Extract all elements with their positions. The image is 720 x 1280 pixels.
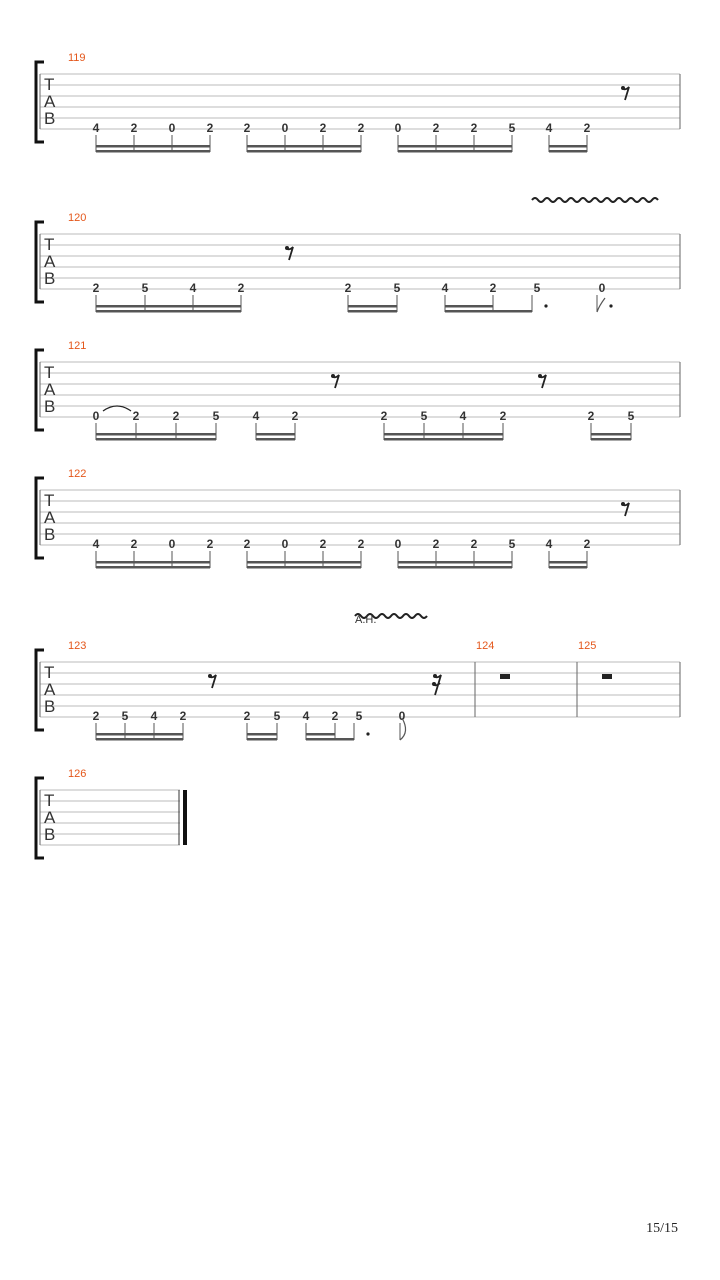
beam <box>384 438 503 441</box>
tab-clef-a: A <box>44 92 56 111</box>
tab-staff <box>0 50 720 160</box>
fret-number: 2 <box>92 709 100 723</box>
beam <box>96 310 241 313</box>
fret-number: 4 <box>545 537 553 551</box>
fret-number: 2 <box>172 409 180 423</box>
fret-number: 5 <box>420 409 428 423</box>
fret-number: 5 <box>141 281 149 295</box>
tab-clef-t: T <box>44 491 55 510</box>
measure-number: 124 <box>476 640 495 652</box>
beam <box>445 310 532 313</box>
fret-number: 2 <box>243 709 251 723</box>
tab-clef-t: T <box>44 235 55 254</box>
artificial-harmonic-label: A.H. <box>355 614 377 626</box>
beam <box>247 145 361 148</box>
beam <box>247 733 277 736</box>
fret-number: 4 <box>252 409 260 423</box>
tab-clef-a: A <box>44 508 56 527</box>
fret-number: 2 <box>344 281 352 295</box>
beam <box>247 738 277 741</box>
beam <box>96 145 210 148</box>
beam <box>549 561 587 564</box>
beam <box>96 438 216 441</box>
beam <box>398 561 512 564</box>
beam <box>306 733 335 736</box>
tab-clef-b: B <box>44 109 56 128</box>
tab-clef-b: B <box>44 525 56 544</box>
beam <box>96 150 210 153</box>
fret-number: 2 <box>130 537 138 551</box>
beam <box>398 145 512 148</box>
tab-system-6 <box>0 766 720 876</box>
fret-number: 4 <box>189 281 197 295</box>
fret-number: 2 <box>432 121 440 135</box>
tab-clef-t: T <box>44 663 55 682</box>
page-number: 15/15 <box>646 1221 678 1236</box>
beam <box>96 566 210 569</box>
fret-number: 2 <box>357 537 365 551</box>
measure-number: 121 <box>68 340 87 352</box>
dot <box>544 304 547 307</box>
fret-number: 0 <box>281 537 289 551</box>
fret-number: 2 <box>587 409 595 423</box>
fret-number: 2 <box>179 709 187 723</box>
fret-number: 2 <box>432 537 440 551</box>
beam <box>306 738 354 741</box>
tab-clef-a: A <box>44 808 56 827</box>
fret-number: 2 <box>470 537 478 551</box>
beam <box>549 150 587 153</box>
fret-number: 2 <box>357 121 365 135</box>
beam <box>591 433 631 436</box>
tab-system-1 <box>0 50 720 160</box>
fret-number: 2 <box>331 709 339 723</box>
fret-number: 4 <box>545 121 553 135</box>
beam <box>96 433 216 436</box>
fret-number: 2 <box>499 409 507 423</box>
fret-number: 0 <box>598 281 606 295</box>
fret-number: 4 <box>441 281 449 295</box>
beam <box>348 310 397 313</box>
tab-system-2 <box>0 190 720 330</box>
fret-number: 2 <box>380 409 388 423</box>
fret-number: 2 <box>243 121 251 135</box>
fret-number: 5 <box>508 537 516 551</box>
fret-number: 2 <box>489 281 497 295</box>
beam <box>591 438 631 441</box>
beam <box>247 561 361 564</box>
beam <box>348 305 397 308</box>
measure-number: 122 <box>68 468 87 480</box>
fret-number: 5 <box>121 709 129 723</box>
fret-number: 0 <box>92 409 100 423</box>
beam <box>549 145 587 148</box>
fret-number: 2 <box>206 121 214 135</box>
beam <box>398 150 512 153</box>
fret-number: 2 <box>319 121 327 135</box>
fret-number: 0 <box>168 121 176 135</box>
fret-number: 2 <box>319 537 327 551</box>
tab-clef-t: T <box>44 363 55 382</box>
fret-number: 5 <box>393 281 401 295</box>
staff-lines <box>40 234 680 289</box>
tab-clef-t: T <box>44 791 55 810</box>
fret-number: 5 <box>273 709 281 723</box>
beam <box>96 733 183 736</box>
fret-number: 4 <box>92 537 100 551</box>
measure-number: 126 <box>68 768 87 780</box>
tab-staff <box>0 466 720 576</box>
tab-system-5 <box>0 606 720 746</box>
beam <box>96 305 241 308</box>
fret-number: 0 <box>281 121 289 135</box>
fret-number: 2 <box>130 121 138 135</box>
staff-lines <box>40 790 180 845</box>
dot <box>609 304 612 307</box>
fret-number: 0 <box>398 709 406 723</box>
fret-number: 5 <box>212 409 220 423</box>
beam <box>96 561 210 564</box>
final-barline-thick <box>183 790 187 845</box>
tab-clef-a: A <box>44 380 56 399</box>
fret-number: 2 <box>206 537 214 551</box>
fret-number: 2 <box>470 121 478 135</box>
whole-rest <box>500 674 510 679</box>
vibrato-marking <box>0 190 720 220</box>
fret-number: 4 <box>150 709 158 723</box>
fret-number: 5 <box>508 121 516 135</box>
tab-system-4 <box>0 466 720 576</box>
fret-number: 2 <box>291 409 299 423</box>
fret-number: 5 <box>533 281 541 295</box>
measure-number: 123 <box>68 640 87 652</box>
measure-number: 120 <box>68 212 87 224</box>
beam <box>256 433 295 436</box>
beam <box>445 305 493 308</box>
measure-number: 119 <box>68 52 86 64</box>
tab-clef-b: B <box>44 269 56 288</box>
fret-number: 2 <box>92 281 100 295</box>
fret-number: 2 <box>237 281 245 295</box>
beam <box>256 438 295 441</box>
tab-clef-a: A <box>44 252 56 271</box>
flag <box>597 298 605 312</box>
tab-clef-a: A <box>44 680 56 699</box>
fret-number: 2 <box>132 409 140 423</box>
tab-system-3 <box>0 338 720 448</box>
fret-number: 2 <box>583 537 591 551</box>
fret-number: 0 <box>394 121 402 135</box>
fret-number: 0 <box>394 537 402 551</box>
fret-number: 0 <box>168 537 176 551</box>
tab-staff <box>0 766 720 876</box>
measure-number: 125 <box>578 640 597 652</box>
fret-number: 4 <box>92 121 100 135</box>
beam <box>247 566 361 569</box>
tab-clef-t: T <box>44 75 55 94</box>
tab-clef-b: B <box>44 825 56 844</box>
beam <box>398 566 512 569</box>
beam <box>247 150 361 153</box>
fret-number: 5 <box>355 709 363 723</box>
tab-clef-b: B <box>44 397 56 416</box>
tab-staff <box>0 338 720 448</box>
tab-clef-b: B <box>44 697 56 716</box>
beam <box>549 566 587 569</box>
whole-rest <box>602 674 612 679</box>
dot <box>366 732 369 735</box>
fret-number: 4 <box>302 709 310 723</box>
tie <box>103 406 131 411</box>
fret-number: 2 <box>583 121 591 135</box>
fret-number: 4 <box>459 409 467 423</box>
fret-number: 5 <box>627 409 635 423</box>
beam <box>384 433 503 436</box>
beam <box>96 738 183 741</box>
fret-number: 2 <box>243 537 251 551</box>
